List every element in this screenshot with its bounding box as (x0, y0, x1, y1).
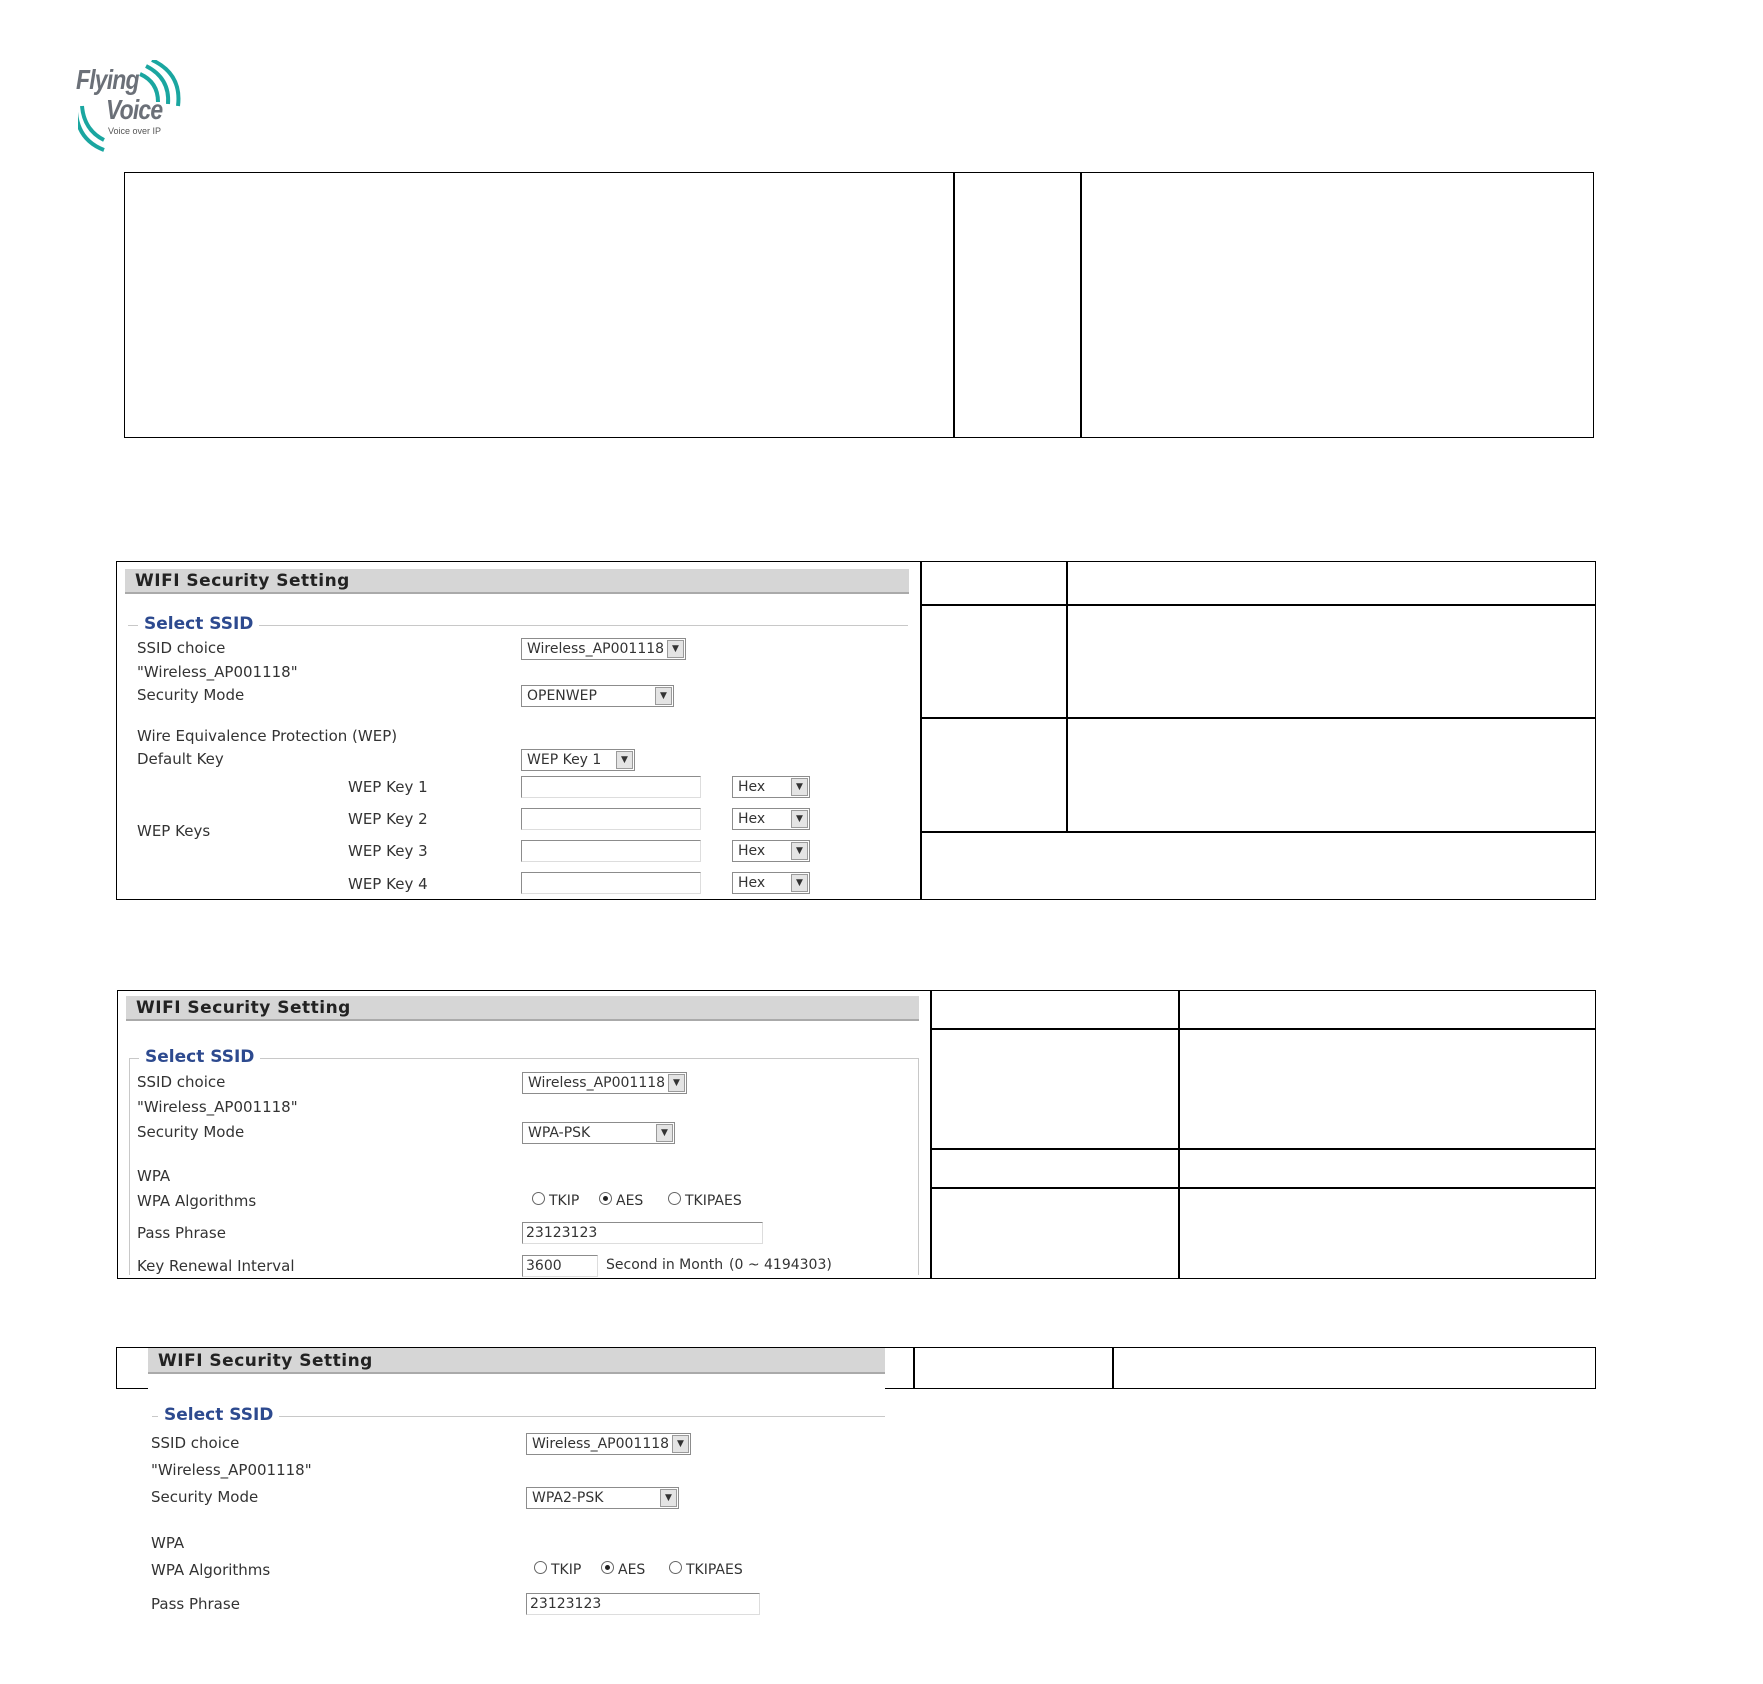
ssid-choice-label: SSID choice (137, 1073, 226, 1091)
wep-table-divider (920, 561, 922, 900)
wpa-table-divider (930, 990, 932, 1279)
ssid-choice-select[interactable]: Wireless_AP001118 ▼ (522, 1072, 687, 1094)
wpa-heading: WPA (151, 1534, 185, 1552)
security-mode-label: Security Mode (137, 686, 245, 704)
security-mode-select[interactable]: WPA-PSK ▼ (522, 1122, 675, 1144)
chevron-down-icon: ▼ (791, 778, 808, 796)
chevron-down-icon: ▼ (791, 810, 808, 828)
security-mode-label: Security Mode (137, 1123, 245, 1141)
tkipaes-radio-label: TKIPAES (685, 1193, 742, 1209)
logo-word-voice: Voice (106, 94, 163, 125)
wep-heading: Wire Equivalence Protection (WEP) (137, 727, 398, 745)
wpa-algorithms-label: WPA Algorithms (151, 1561, 271, 1579)
logo-tagline: Voice over IP (108, 126, 162, 136)
tkip-radio-label: TKIP (549, 1193, 580, 1209)
wep-key-label: WEP Key 1 (348, 778, 428, 796)
wpa-algorithms-label: WPA Algorithms (137, 1192, 257, 1210)
flying-voice-logo (78, 60, 188, 160)
tkipaes-radio[interactable] (668, 1192, 681, 1205)
chevron-down-icon: ▼ (660, 1489, 677, 1507)
top-table-divider (953, 172, 955, 438)
wpa-settings-screenshot (125, 993, 920, 1275)
wpa2-settings-screenshot (148, 1348, 885, 1684)
chevron-down-icon: ▼ (655, 687, 672, 705)
wep-key-input[interactable] (521, 776, 701, 798)
chevron-down-icon: ▼ (616, 751, 633, 769)
wep-key-input[interactable] (521, 872, 701, 894)
pass-phrase-label: Pass Phrase (151, 1595, 240, 1613)
key-renewal-input[interactable]: 3600 (522, 1255, 598, 1277)
ssid-choice-label: SSID choice (137, 639, 226, 657)
chevron-down-icon: ▼ (791, 874, 808, 892)
chevron-down-icon: ▼ (667, 640, 684, 658)
tkip-radio[interactable] (532, 1192, 545, 1205)
wep-table-row-line (920, 604, 1596, 606)
panel-title: WIFI Security Setting (126, 996, 919, 1021)
ssid-name-label: "Wireless_AP001118" (137, 663, 298, 681)
aes-radio-label: AES (618, 1562, 646, 1578)
wep-table-row-line (920, 717, 1596, 719)
chevron-down-icon: ▼ (791, 842, 808, 860)
wep-key-label: WEP Key 3 (348, 842, 428, 860)
wep-key-format-select[interactable]: Hex ▼ (732, 840, 810, 862)
chevron-down-icon: ▼ (672, 1435, 689, 1453)
pass-phrase-input[interactable]: 23123123 (526, 1593, 760, 1615)
wep-key-format-select[interactable]: Hex ▼ (732, 808, 810, 830)
logo-word-flying: Flying (76, 64, 139, 95)
key-renewal-unit: Second in Month (606, 1257, 724, 1273)
ssid-choice-select[interactable]: Wireless_AP001118 ▼ (521, 638, 686, 660)
wep-key-input[interactable] (521, 808, 701, 830)
top-table (124, 172, 1594, 438)
wep-table-divider (1066, 561, 1068, 831)
wpa2-table-divider (1112, 1347, 1114, 1389)
tkip-radio[interactable] (534, 1561, 547, 1574)
default-key-select[interactable]: WEP Key 1 ▼ (521, 749, 635, 771)
wep-key-input[interactable] (521, 840, 701, 862)
wpa-heading: WPA (137, 1167, 171, 1185)
security-mode-select[interactable]: OPENWEP ▼ (521, 685, 674, 707)
wep-key-label: WEP Key 4 (348, 875, 428, 893)
aes-radio-label: AES (616, 1193, 644, 1209)
chevron-down-icon: ▼ (656, 1124, 673, 1142)
pass-phrase-label: Pass Phrase (137, 1224, 226, 1242)
fieldset-legend: Select SSID (158, 1405, 279, 1425)
security-mode-select[interactable]: WPA2-PSK ▼ (526, 1487, 679, 1509)
aes-radio[interactable] (601, 1561, 614, 1574)
fieldset-legend: Select SSID (139, 1047, 260, 1067)
tkip-radio-label: TKIP (551, 1562, 582, 1578)
pass-phrase-input[interactable]: 23123123 (522, 1222, 763, 1244)
fieldset-border (918, 1058, 919, 1275)
key-renewal-range: (0 ~ 4194303) (729, 1257, 832, 1273)
tkipaes-radio-label: TKIPAES (686, 1562, 743, 1578)
panel-title: WIFI Security Setting (148, 1348, 885, 1374)
default-key-label: Default Key (137, 750, 224, 768)
wep-key-format-select[interactable]: Hex ▼ (732, 776, 810, 798)
wep-settings-screenshot (124, 566, 910, 896)
wpa-table-row-line (930, 1028, 1596, 1030)
security-mode-label: Security Mode (151, 1488, 259, 1506)
wpa-table-row-line (930, 1148, 1596, 1150)
wpa2-table-divider (913, 1347, 915, 1389)
aes-radio[interactable] (599, 1192, 612, 1205)
wep-table-row-line (920, 831, 1596, 833)
wep-key-label: WEP Key 2 (348, 810, 428, 828)
key-renewal-label: Key Renewal Interval (137, 1257, 295, 1275)
fieldset-border (129, 1058, 130, 1275)
ssid-name-label: "Wireless_AP001118" (151, 1461, 312, 1479)
fieldset-legend: Select SSID (138, 614, 259, 634)
wpa-table-row-line (930, 1187, 1596, 1189)
wep-keys-label: WEP Keys (137, 822, 211, 840)
ssid-choice-label: SSID choice (151, 1434, 240, 1452)
top-table-divider (1080, 172, 1082, 438)
ssid-name-label: "Wireless_AP001118" (137, 1098, 298, 1116)
tkipaes-radio[interactable] (669, 1561, 682, 1574)
wpa-table-divider (1178, 990, 1180, 1279)
ssid-choice-select[interactable]: Wireless_AP001118 ▼ (526, 1433, 691, 1455)
wep-key-format-select[interactable]: Hex ▼ (732, 872, 810, 894)
panel-title: WIFI Security Setting (125, 569, 909, 594)
chevron-down-icon: ▼ (668, 1074, 685, 1092)
